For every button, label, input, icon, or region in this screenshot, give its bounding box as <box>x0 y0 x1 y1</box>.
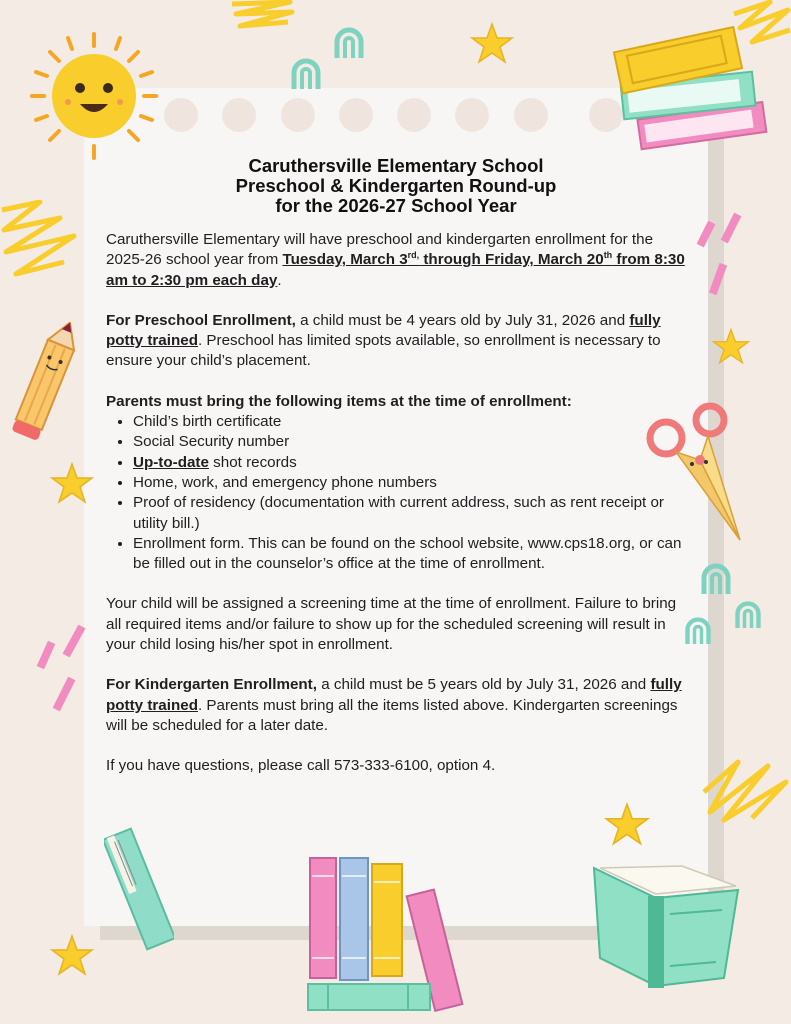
star-icon <box>468 20 516 68</box>
closed-book-icon <box>104 826 174 952</box>
star-icon <box>48 932 96 980</box>
list-item <box>133 453 686 473</box>
paper-hole <box>281 98 315 132</box>
flyer-content <box>106 156 686 777</box>
preschool-text: a child must be 4 years old by July 31, 2026 and <box>295 311 630 329</box>
intro-paragraph <box>106 230 686 291</box>
list-item: • Social Security number <box>133 432 686 452</box>
preschool-paragraph <box>106 311 686 372</box>
items-heading-text: Parents must bring the following items at the time of enrollment: <box>106 392 572 410</box>
kindergarten-label: For Kindergarten Enrollment, <box>106 676 317 694</box>
intro-text: Caruthersville Elementary will have preschool and kindergarten enrollment for the 2025-26 school year from <box>106 231 654 269</box>
list-item: • Child’s birth certificate <box>133 412 686 432</box>
intro-end: . <box>277 271 282 289</box>
paper-hole <box>339 98 373 132</box>
flyer-title <box>106 156 686 216</box>
paper-hole <box>455 98 489 132</box>
shot-records-bold: Up-to-date <box>133 453 209 471</box>
pencil-icon <box>6 322 86 444</box>
screening-paragraph: Your child will be assigned a screening time at the time of enrollment. Failure to bring all required items and/or failure to show up for the scheduled screening will result in your child losing his/her spot in enrollment. <box>106 595 677 654</box>
kindergarten-text-end: . Parents must bring all the items listed above. Kindergarten screenings will be scheduled for a later date. <box>106 696 678 734</box>
rainbow-icon <box>333 24 365 60</box>
kindergarten-paragraph <box>106 675 686 736</box>
contact-paragraph: If you have questions, please call 573-333-6100, option 4. <box>106 757 496 775</box>
title-line-2: Preschool & Kindergarten Round-up <box>235 175 557 196</box>
kindergarten-potty: fully potty trained <box>106 676 682 714</box>
title-line-1: Caruthersville Elementary School <box>248 155 544 176</box>
date-end-suffix: th <box>603 250 613 261</box>
standing-books-icon <box>304 854 470 1014</box>
date-start-suffix: rd, <box>407 250 420 261</box>
paper-hole <box>397 98 431 132</box>
paper-hole <box>222 98 256 132</box>
sun-icon <box>26 28 162 164</box>
rainbow-icon <box>684 614 712 646</box>
list-item: • Home, work, and emergency phone numbers <box>133 473 686 493</box>
items-heading <box>106 392 686 412</box>
star-icon <box>710 326 752 368</box>
date-start: Tuesday, March 3 <box>282 251 408 269</box>
preschool-potty: fully potty trained <box>106 311 661 350</box>
preschool-text-end: . Preschool has limited spots available, so enrollment is necessary to ensure your child’s placement. <box>106 332 661 370</box>
list-item: • Enrollment form. This can be found on the school website, www.cps18.org, or can be filled out in the counselor’s office at the time of enrollment. <box>133 534 686 575</box>
kindergarten-text: a child must be 5 years old by July 31, 2026 and <box>316 676 651 694</box>
scribble-icon <box>730 0 791 50</box>
shot-records-text: shot records <box>208 453 297 471</box>
rainbow-icon <box>734 598 762 630</box>
preschool-label: For Preschool Enrollment, <box>106 311 296 329</box>
rainbow-icon <box>290 55 322 91</box>
star-icon <box>48 460 96 508</box>
enrollment-hours: from 8:30 am to 2:30 pm each day <box>106 251 685 289</box>
scribble-icon <box>230 0 296 30</box>
scribble-icon <box>0 200 80 284</box>
rainbow-icon <box>700 560 732 596</box>
required-items-list <box>106 412 686 574</box>
dash-decoration <box>692 212 752 302</box>
title-line-3: for the 2026-27 School Year <box>275 195 517 216</box>
paper-hole <box>514 98 548 132</box>
scribble-icon <box>698 752 791 824</box>
dash-decoration <box>36 624 96 714</box>
open-book-icon <box>586 862 748 992</box>
star-icon <box>602 800 652 850</box>
list-item: • Proof of residency (documentation with current address, such as rent receipt or utility bill.) <box>133 493 686 534</box>
date-middle: through Friday, March 20 <box>419 251 604 269</box>
paper-hole <box>164 98 198 132</box>
